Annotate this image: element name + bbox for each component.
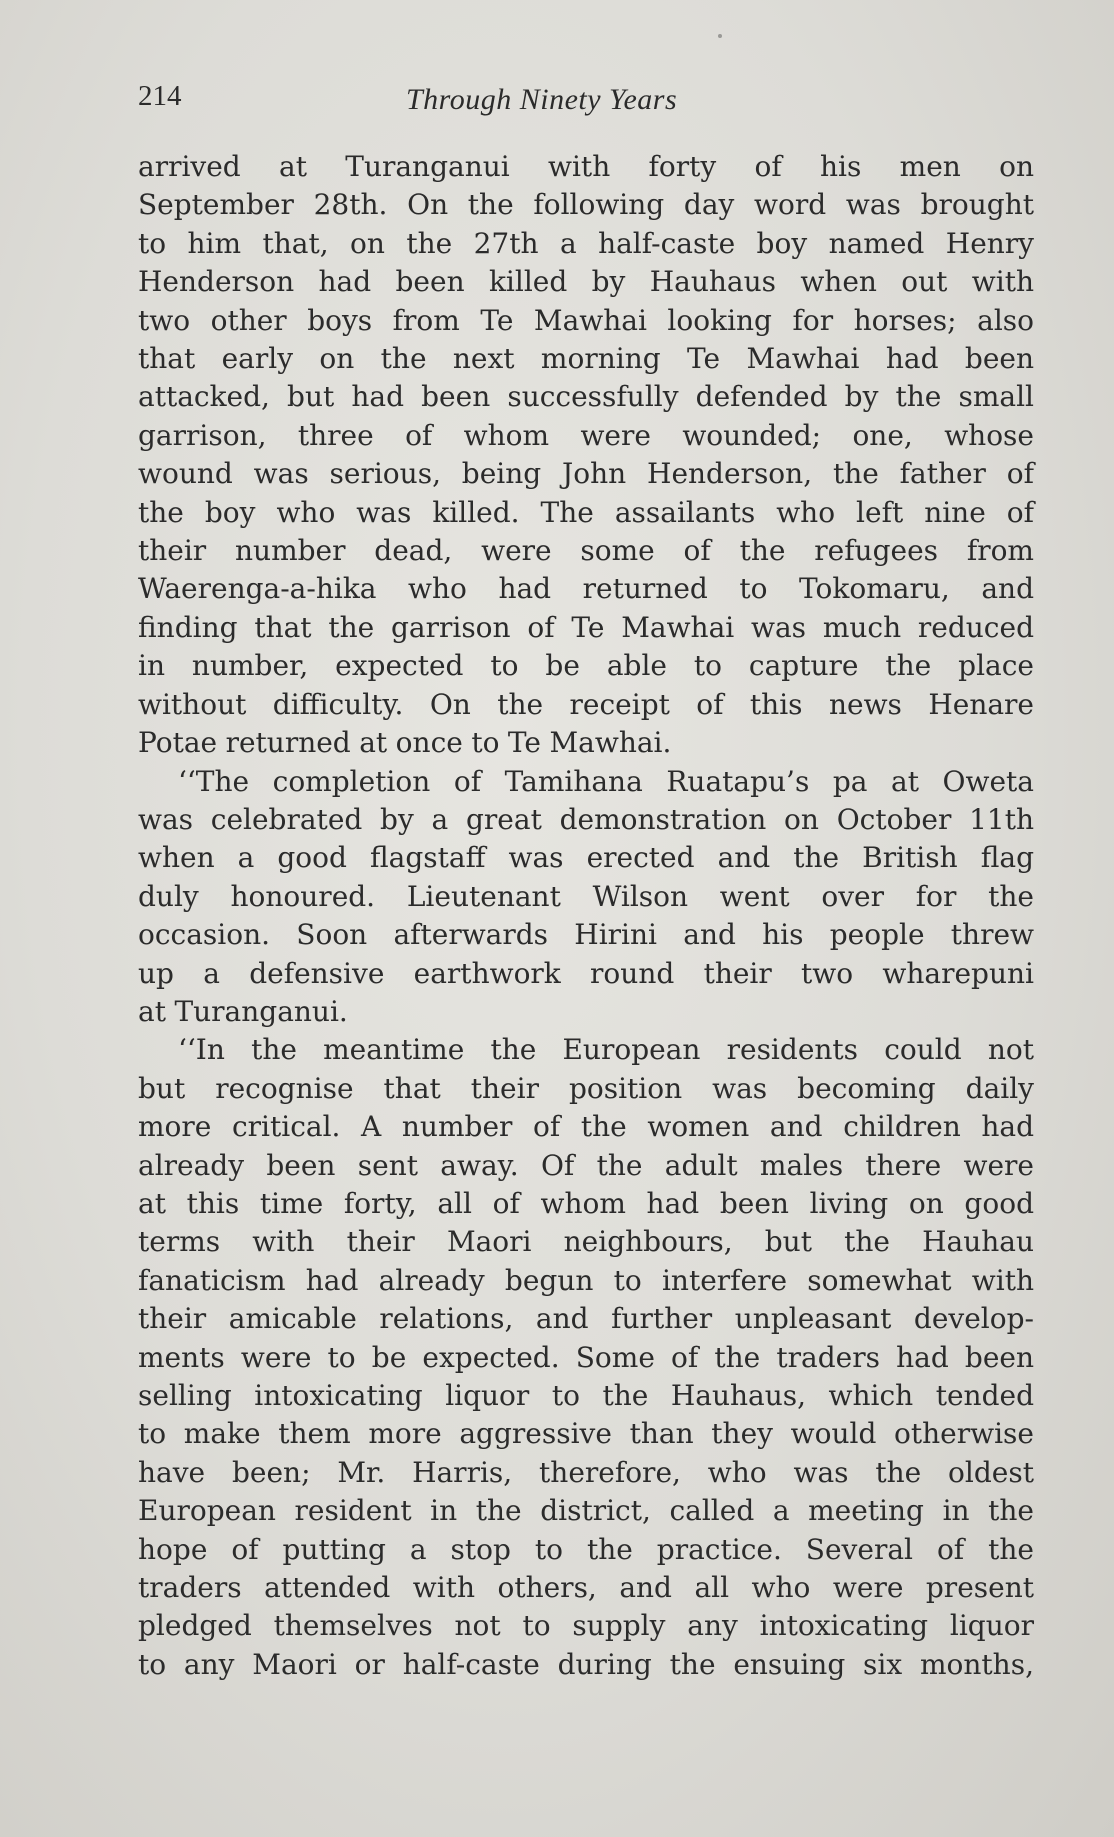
text-line: September 28th. On the following day word was brought xyxy=(138,188,1034,222)
text-line: have been; Mr. Harris, therefore, who was the oldest xyxy=(138,1455,1034,1489)
text-line: when a good flagstaff was erected and the British flag xyxy=(138,841,1034,875)
text-line: at Turanganui. xyxy=(138,994,348,1028)
running-title: Through Ninety Years xyxy=(406,83,678,116)
text-line: in number, expected to be able to capture the place xyxy=(138,649,1034,683)
text-line: without difficulty. On the receipt of this news Henare xyxy=(138,687,1034,721)
text-line: garrison, three of whom were wounded; one, whose xyxy=(138,418,1034,452)
page-speck xyxy=(718,34,722,38)
text-line: traders attended with others, and all who were present xyxy=(138,1571,1034,1605)
page-number: 214 xyxy=(138,80,182,112)
text-line: their number dead, were some of the refugees from xyxy=(138,534,1034,568)
text-line: ments were to be expected. Some of the traders had been xyxy=(138,1340,1034,1374)
paragraph xyxy=(138,763,1034,1032)
text-line: hope of putting a stop to the practice. Several of the xyxy=(138,1532,1034,1566)
text-line: ‘‘In the meantime the European residents could not xyxy=(178,1033,1034,1067)
text-line: finding that the garrison of Te Mawhai was much reduced xyxy=(138,610,1034,644)
text-line: fanaticism had already begun to interfere somewhat with xyxy=(138,1263,1034,1297)
text-line: attacked, but had been successfully defended by the small xyxy=(138,380,1034,414)
text-line: more critical. A number of the women and children had xyxy=(138,1110,1034,1144)
text-line: the boy who was killed. The assailants who left nine of xyxy=(138,495,1034,529)
text-line: to him that, on the 27th a half-caste boy named Henry xyxy=(138,226,1034,260)
text-line: that early on the next morning Te Mawhai had been xyxy=(138,342,1034,376)
text-line: at this time forty, all of whom had been living on good xyxy=(138,1186,1034,1220)
text-line: Henderson had been killed by Hauhaus when out with xyxy=(138,265,1034,299)
text-line: Potae returned at once to Te Mawhai. xyxy=(138,726,672,760)
text-line: to any Maori or half-caste during the ensuing six months, xyxy=(138,1647,1034,1681)
text-line: pledged themselves not to supply any intoxicating liquor xyxy=(138,1609,1034,1643)
running-head xyxy=(138,80,1038,130)
body-text xyxy=(138,148,1034,1684)
text-line: terms with their Maori neighbours, but the Hauhau xyxy=(138,1225,1034,1259)
text-line: wound was serious, being John Henderson, the father of xyxy=(138,457,1034,491)
text-line: up a defensive earthwork round their two wharepuni xyxy=(138,956,1034,990)
text-line: already been sent away. Of the adult males there were xyxy=(138,1148,1034,1182)
paragraph xyxy=(138,148,1034,763)
text-line: two other boys from Te Mawhai looking for horses; also xyxy=(138,303,1034,337)
text-line: selling intoxicating liquor to the Hauhaus, which tended xyxy=(138,1379,1034,1412)
text-line: occasion. Soon afterwards Hirini and his people threw xyxy=(138,918,1034,952)
text-line: their amicable relations, and further unpleasant develop- xyxy=(138,1302,1034,1336)
text-line: arrived at Turanganui with forty of his men on xyxy=(138,150,1034,183)
text-line: Waerenga-a-hika who had returned to Tokomaru, and xyxy=(138,572,1034,606)
text-line: was celebrated by a great demonstration on October 11th xyxy=(138,802,1034,836)
text-line: ‘‘The completion of Tamihana Ruatapu’s pa at Oweta xyxy=(178,764,1034,798)
text-line: European resident in the district, called a meeting in the xyxy=(138,1494,1034,1528)
text-line: duly honoured. Lieutenant Wilson went over for the xyxy=(138,879,1034,913)
text-line: to make them more aggressive than they would otherwise xyxy=(138,1417,1034,1451)
text-line: but recognise that their position was becoming daily xyxy=(138,1071,1034,1105)
paragraph xyxy=(138,1031,1034,1684)
